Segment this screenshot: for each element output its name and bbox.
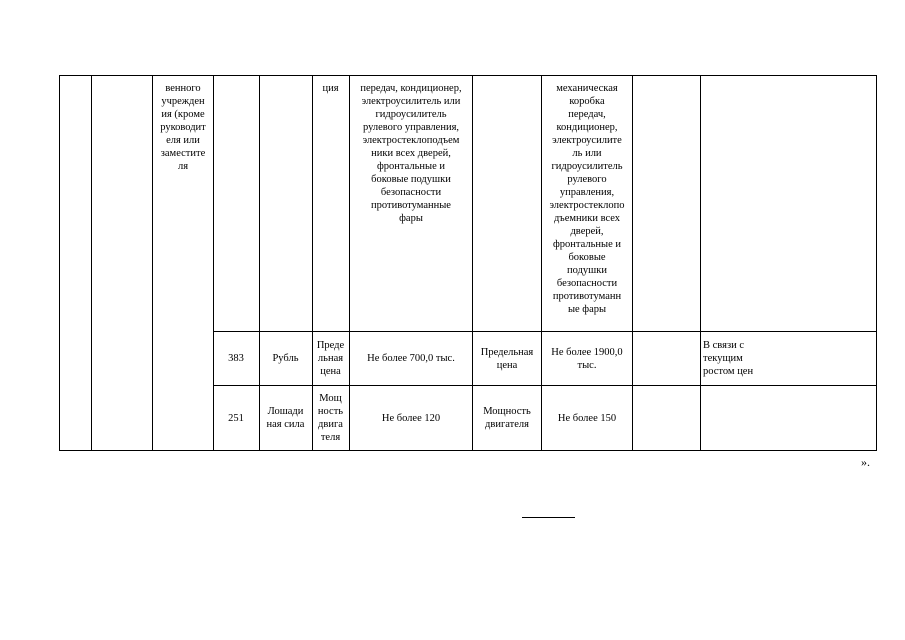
table-bottom-border bbox=[59, 450, 877, 451]
cell-okei-code-251: 251 bbox=[228, 413, 244, 424]
cell-characteristic-continued: ция bbox=[322, 83, 339, 94]
cell-value-power: Не более 120 bbox=[381, 413, 441, 424]
col-border-0 bbox=[59, 75, 60, 451]
cell-characteristic-price: Преде льная цена bbox=[316, 340, 345, 377]
col-border-10 bbox=[700, 75, 701, 451]
cell-value-continued: передач, кондиционер, электроусилитель или гидроусилитель рулевого управления, электростеклоподъем ники всех дверей, фронтальные и боковые подушки безопасности противотуманные фары bbox=[360, 83, 462, 224]
cell-value2-price: Не более 1900,0 тыс. bbox=[551, 347, 623, 371]
cell-unit-ruble: Рубль bbox=[272, 353, 299, 364]
separator-line bbox=[522, 517, 575, 518]
table-top-border bbox=[59, 75, 877, 76]
col-border-11 bbox=[876, 75, 877, 451]
cell-value2-continued: механическая коробка передач, кондиционер, электроусилите ль или гидроусилитель рулевого управления, электростеклопо дъемники всех дверей, фронтальные и боковые подушки безопасности противотуманн ые фары bbox=[549, 83, 625, 315]
cell-characteristic-power: Мощ ность двига теля bbox=[317, 393, 344, 443]
cell-position-continued: венного учрежден ия (кроме руководит eля или заместите ля bbox=[160, 83, 206, 172]
closing-quote: ». bbox=[861, 455, 870, 469]
col-border-4 bbox=[259, 75, 260, 451]
regulation-table bbox=[59, 75, 877, 451]
col-border-1 bbox=[91, 75, 92, 451]
cell-characteristic2-power: Мощность двигателя bbox=[483, 406, 531, 430]
cell-value2-power: Не более 150 bbox=[557, 413, 617, 424]
cell-value-price: Не более 700,0 тыс. bbox=[367, 353, 455, 364]
cell-okei-code-383: 383 bbox=[228, 353, 244, 364]
col-border-7 bbox=[472, 75, 473, 451]
col-border-3 bbox=[213, 75, 214, 451]
cell-justification: В связи с текущим ростом цен bbox=[703, 340, 754, 377]
cell-unit-horsepower: Лошади ная сила bbox=[266, 406, 305, 430]
col-border-9 bbox=[632, 75, 633, 451]
cell-characteristic2-price: Предельная цена bbox=[480, 347, 534, 371]
